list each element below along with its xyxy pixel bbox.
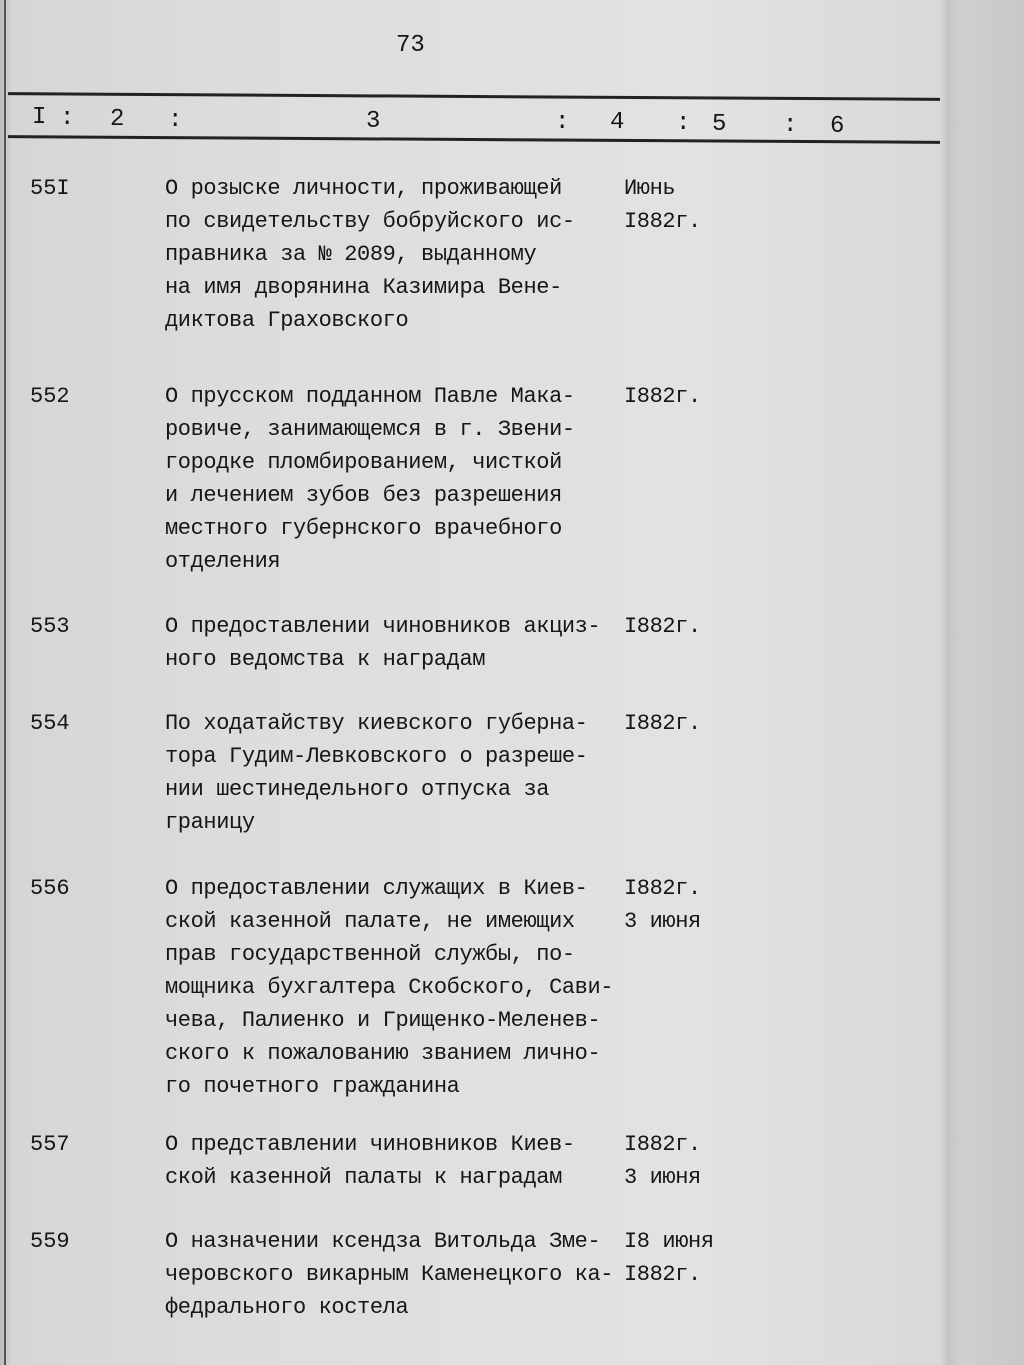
entry-title-text: О назначении ксендза Витольда Зме- — [165, 1229, 601, 1254]
entry-number: 554 — [30, 711, 70, 736]
entry-title-text: по свидетельству бобруйского ис- — [165, 209, 575, 234]
entry-line — [0, 1132, 940, 1165]
entry-date: I882г. — [624, 711, 701, 736]
entry-title-text: прав государственной службы, по- — [165, 942, 575, 967]
entry-line — [0, 1041, 940, 1074]
entry-number: 557 — [30, 1132, 70, 1157]
entry-line — [0, 1008, 940, 1041]
entry-title-text: федрального костела — [165, 1295, 409, 1320]
column-header: 2 — [110, 105, 125, 133]
header-top-rule — [8, 92, 940, 101]
entry-title-text: ской казенной палаты к наградам — [165, 1165, 562, 1190]
list-entry — [0, 876, 940, 1107]
entry-title-text: ского к пожалованию званием лично- — [165, 1041, 601, 1066]
entry-title-text: нии шестинедельного отпуска за — [165, 777, 550, 802]
entry-title-text: ровиче, занимающемся в г. Звени- — [165, 417, 575, 442]
entry-date: 3 июня — [624, 1165, 701, 1190]
entry-title-text: О прусском подданном Павле Мака- — [165, 384, 575, 409]
list-entry — [0, 384, 940, 582]
list-entry — [0, 614, 940, 680]
entry-title-text: правника за № 2089, выданному — [165, 242, 537, 267]
entry-line — [0, 308, 940, 341]
entry-title-text: О предоставлении чиновников акциз- — [165, 614, 601, 639]
column-header: 4 — [610, 109, 625, 137]
column-header: 5 — [712, 111, 727, 139]
entry-line — [0, 711, 940, 744]
entry-title-text: чева, Палиенко и Грищенко-Меленев- — [165, 1008, 601, 1033]
entry-title-text: черовского викарным Каменецкого ка- — [165, 1262, 614, 1287]
entry-line — [0, 647, 940, 680]
entry-title-text: мощника бухгалтера Скобского, Сави- — [165, 975, 614, 1000]
entry-title-text: ской казенной палате, не имеющих — [165, 909, 575, 934]
list-entry — [0, 1229, 940, 1328]
entry-date: I882г. — [624, 614, 701, 639]
column-header: 6 — [830, 113, 845, 140]
entry-number: 553 — [30, 614, 70, 639]
entry-number: 552 — [30, 384, 70, 409]
entry-line — [0, 1229, 940, 1262]
entry-line — [0, 242, 940, 275]
entry-title-text: го почетного гражданина — [165, 1074, 460, 1099]
entry-date: 3 июня — [624, 909, 701, 934]
column-separator: : — [60, 104, 75, 132]
entry-line — [0, 450, 940, 483]
entry-title-text: диктова Граховского — [165, 308, 409, 333]
entry-date: I8 июня — [624, 1229, 714, 1254]
entry-line — [0, 417, 940, 450]
entry-title-text: и лечением зубов без разрешения — [165, 483, 562, 508]
entry-line — [0, 614, 940, 647]
entry-date: I882г. — [624, 384, 701, 409]
entry-line — [0, 909, 940, 942]
entry-title-text: ного ведомства к наградам — [165, 647, 486, 672]
entry-title-text: городке пломбированием, чисткой — [165, 450, 562, 475]
entry-date: I882г. — [624, 209, 701, 234]
entry-date: I882г. — [624, 1132, 701, 1157]
column-separator: : — [783, 112, 798, 140]
column-header: 3 — [366, 107, 381, 135]
column-header: I — [32, 104, 47, 131]
list-entry — [0, 1132, 940, 1198]
entry-line — [0, 1262, 940, 1295]
header-bottom-rule — [8, 135, 940, 144]
entry-title-text: О розыске личности, проживающей — [165, 176, 562, 201]
entry-line — [0, 1074, 940, 1107]
entry-line — [0, 209, 940, 242]
entry-line — [0, 777, 940, 810]
entry-line — [0, 744, 940, 777]
entry-line — [0, 384, 940, 417]
entry-title-text: отделения — [165, 549, 281, 574]
entry-title-text: О предоставлении служащих в Киев- — [165, 876, 588, 901]
entry-line — [0, 176, 940, 209]
entry-number: 556 — [30, 876, 70, 901]
entry-number: 55I — [30, 176, 70, 201]
entry-title-text: О представлении чиновников Киев- — [165, 1132, 575, 1157]
entry-line — [0, 1165, 940, 1198]
entry-number: 559 — [30, 1229, 70, 1254]
entry-line — [0, 549, 940, 582]
column-separator: : — [676, 110, 691, 138]
entry-line — [0, 275, 940, 308]
entry-title-text: По ходатайству киевского губерна- — [165, 711, 588, 736]
entry-date: Июнь — [624, 176, 676, 201]
entry-date: I882г. — [624, 1262, 701, 1287]
entry-line — [0, 483, 940, 516]
list-entry — [0, 711, 940, 843]
entry-line — [0, 810, 940, 843]
column-separator: : — [555, 108, 570, 136]
entry-title-text: на имя дворянина Казимира Вене- — [165, 275, 562, 300]
entry-line — [0, 516, 940, 549]
entry-date: I882г. — [624, 876, 701, 901]
entry-title-text: границу — [165, 810, 255, 835]
column-separator: : — [168, 106, 183, 134]
entry-line — [0, 1295, 940, 1328]
entry-line — [0, 942, 940, 975]
entry-title-text: тора Гудим-Левковского о разреше- — [165, 744, 588, 769]
entry-line — [0, 876, 940, 909]
entry-line — [0, 975, 940, 1008]
list-entry — [0, 176, 940, 341]
page-number: 73 — [396, 32, 425, 59]
entry-title-text: местного губернского врачебного — [165, 516, 562, 541]
